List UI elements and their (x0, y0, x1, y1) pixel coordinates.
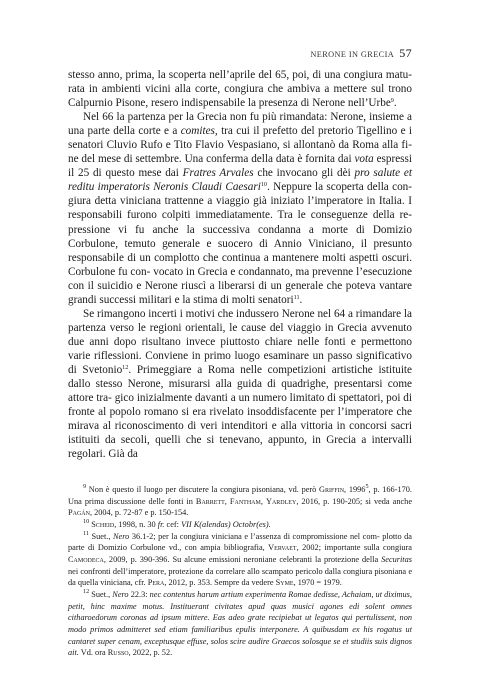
text-span: , 2016, p. 190-205; si veda anche (296, 496, 413, 506)
text-span: , 2002; importante sulla congiura (296, 543, 412, 553)
text-span: . Neppure la scoperta della con- giura detta viniciana trattenne a viaggio già iniziato l’imperatore in Italia. I responsabili furono colpiti immediatamente. Tra le conseguenze della re- pressione vi fu anche la successiva condanna a morte di Domizio Corbulone, temuto generale e suocero di Annio Viniciano, il presunto responsabile di un complotto che continua a mantenere molti aspetti oscuri. Corbulone fu con- vocato in Grecia e condannato, ma prevenne l’esecuzione con il suicidio e Nerone riuscì a liberarsi di un generale che poteva vantare grandi successi militari e la stima di molti senatori (68, 181, 412, 306)
text-span: , 1996 (344, 485, 366, 494)
footnote-ref: 5 (365, 483, 369, 490)
author-name: Camodeca (68, 554, 104, 564)
text-span: nei confronti dell’imperatore, protezione da correlare allo scampato pericolo dalla congiura pisoniana e da quella viniciana, cfr. (68, 566, 412, 588)
italic-span: Securitas (381, 554, 412, 564)
italic-span: comites, (180, 125, 218, 138)
footnote-ref: 12 (83, 587, 90, 595)
page-number: 57 (399, 46, 412, 60)
text-span: , 2004, p. 72-87 e p. 150-154. (89, 508, 189, 518)
text-span: , 1998, n. 30 (114, 519, 158, 529)
paragraph (68, 307, 412, 462)
author-name: Russo (107, 648, 129, 658)
text-span: Nel 66 la partenza per la Grecia non fu più rimandata: Nerone, insieme a una parte della corte e a (68, 111, 412, 138)
author-name: Scheid (91, 519, 115, 529)
text-span: . (393, 97, 397, 110)
footnote-ref: 12 (122, 363, 129, 371)
footnote-ref: 11 (83, 529, 89, 537)
author-name: Yardley (265, 496, 297, 506)
text-span: espressi il 25 di questo mese dai (68, 153, 413, 180)
italic-span: fr. (157, 519, 165, 529)
author-name: Vervaet (268, 543, 297, 553)
footnote (68, 531, 412, 589)
footnote (68, 519, 412, 531)
text-span: tra cui il prefetto del pretorio Tigellino e i senatori Cluvio Rufo e Tito Flavio Vespasiano, si allontanò da Roma alla fi- ne del mese di settembre. Una conferma della data è fornita dai (68, 125, 412, 166)
text-span: Non è questo il luogo per discutere la congiura pisoniana, vd. però (86, 485, 320, 494)
author-name: Griffin (319, 485, 345, 494)
footnote-ref: 11 (293, 293, 300, 301)
footnote-ref: 10 (83, 517, 90, 525)
author-name: Barrett (195, 496, 225, 506)
text-span: . (299, 293, 303, 306)
footnote (68, 589, 412, 659)
text-span: 36.1-2; per la congiura viniciana e l’assenza di compromissione nel com- plotto da parte di Domizio Corbulone vd., con ampia bibliografia, (68, 531, 412, 553)
text-span: , 2009, p. 390-396. Su alcune emissioni neroniane celebranti la protezione della (103, 554, 382, 564)
text-span: che invocano gli dèi (253, 167, 355, 180)
text-span: stesso anno, prima, la scoperta nell’aprile del 65, poi, di una congiura matu- rata in ambienti vicini alla corte, congiura che ambiva a mettere sul trono Calpurnio Pisone, resero indispensabile la presenza di Nerone nell’Urbe (68, 69, 412, 110)
footnotes (68, 484, 412, 659)
italic-span: VII K(alendas) Octobr(es). (181, 519, 271, 529)
text-span: , 1970 = 1979. (293, 578, 342, 588)
text-span: Se rimangono incerti i motivi che indussero Nerone nel 64 a rimandare la partenza verso le regioni orientali, le cause del viaggio in Grecia avvenuto due anni dopo risultano invece piuttosto chiare nelle fonti e permettono varie riflessioni. Conviene in primo luogo esaminare un passo significativo di Svetonio (68, 307, 412, 376)
main-text (68, 68, 412, 461)
paragraph (68, 68, 412, 110)
text-span: Vd. ora (78, 648, 108, 658)
author-name: Syme (275, 578, 294, 588)
text-span: Suet., (89, 589, 113, 599)
text-span: . Primeggiare a Roma nelle competizioni artistiche istituite dallo stesso Nerone, misurarsi alla guida di quadrighe, presentarsi come attore tra- gico inizialmente davanti a un numero limitato di spettatori, poi di fronte al popolo romano si era rivelato insoddisfacente per l’imperatore che mirava al riconoscimento di veri intenditori e alla vittoria in concorsi sacri istituiti da secoli, quelli che si tenevano, appunto, in Grecia a intervalli regolari. Già da (68, 363, 413, 461)
paragraph (68, 110, 412, 307)
author-name: Fantham (229, 496, 261, 506)
italic-span: Fratres Arvales (182, 167, 254, 180)
text-span: , (260, 496, 266, 506)
author-name: Pagán (68, 508, 90, 518)
italic-span: vota (354, 153, 374, 166)
footnote-ref: 9 (390, 97, 394, 105)
italic-span: pro salute et reditu imperatoris Neronis Claudi Caesari (68, 167, 412, 194)
text-span: , p. 166-170. Una prima discussione delle fonti in (68, 485, 412, 506)
text-span: Suet., (88, 531, 113, 541)
footnote (68, 484, 412, 519)
footnote-ref: 9 (83, 483, 87, 490)
text-span: 22.3: (128, 589, 150, 599)
running-title: NERONE IN GRECIA (310, 50, 395, 59)
footnote-ref: 10 (260, 181, 267, 189)
author-name: Pera (147, 578, 165, 588)
italic-span: Nero (112, 589, 129, 599)
text-span: , 2022, p. 52. (128, 648, 173, 658)
text-span: , (224, 496, 230, 506)
text-span: cef: (164, 519, 182, 529)
italic-span: Nero (112, 531, 130, 541)
running-header (310, 46, 412, 61)
text-span: , 2012, p. 353. Sempre da vedere (164, 578, 276, 588)
italic-span: nec contentus harum artium experimenta Romae dedisse, Achaiam, ut diximus, petit, hinc maxime motus. Instituerant civitates apud quas musici agones edi solent omnes citharoedorum coronas ad ipsum mittere. Eas adeo grate recipiebat ut legatos qui pertulissent, non modo primos admitteret sed etiam familiaribus epulis interponere. A quibusdam ex his rogatus ut cantaret super cenam, exceptusque effuse, solos scire audire Graecos solosque se et studiis suis dignos ait. (68, 589, 412, 658)
